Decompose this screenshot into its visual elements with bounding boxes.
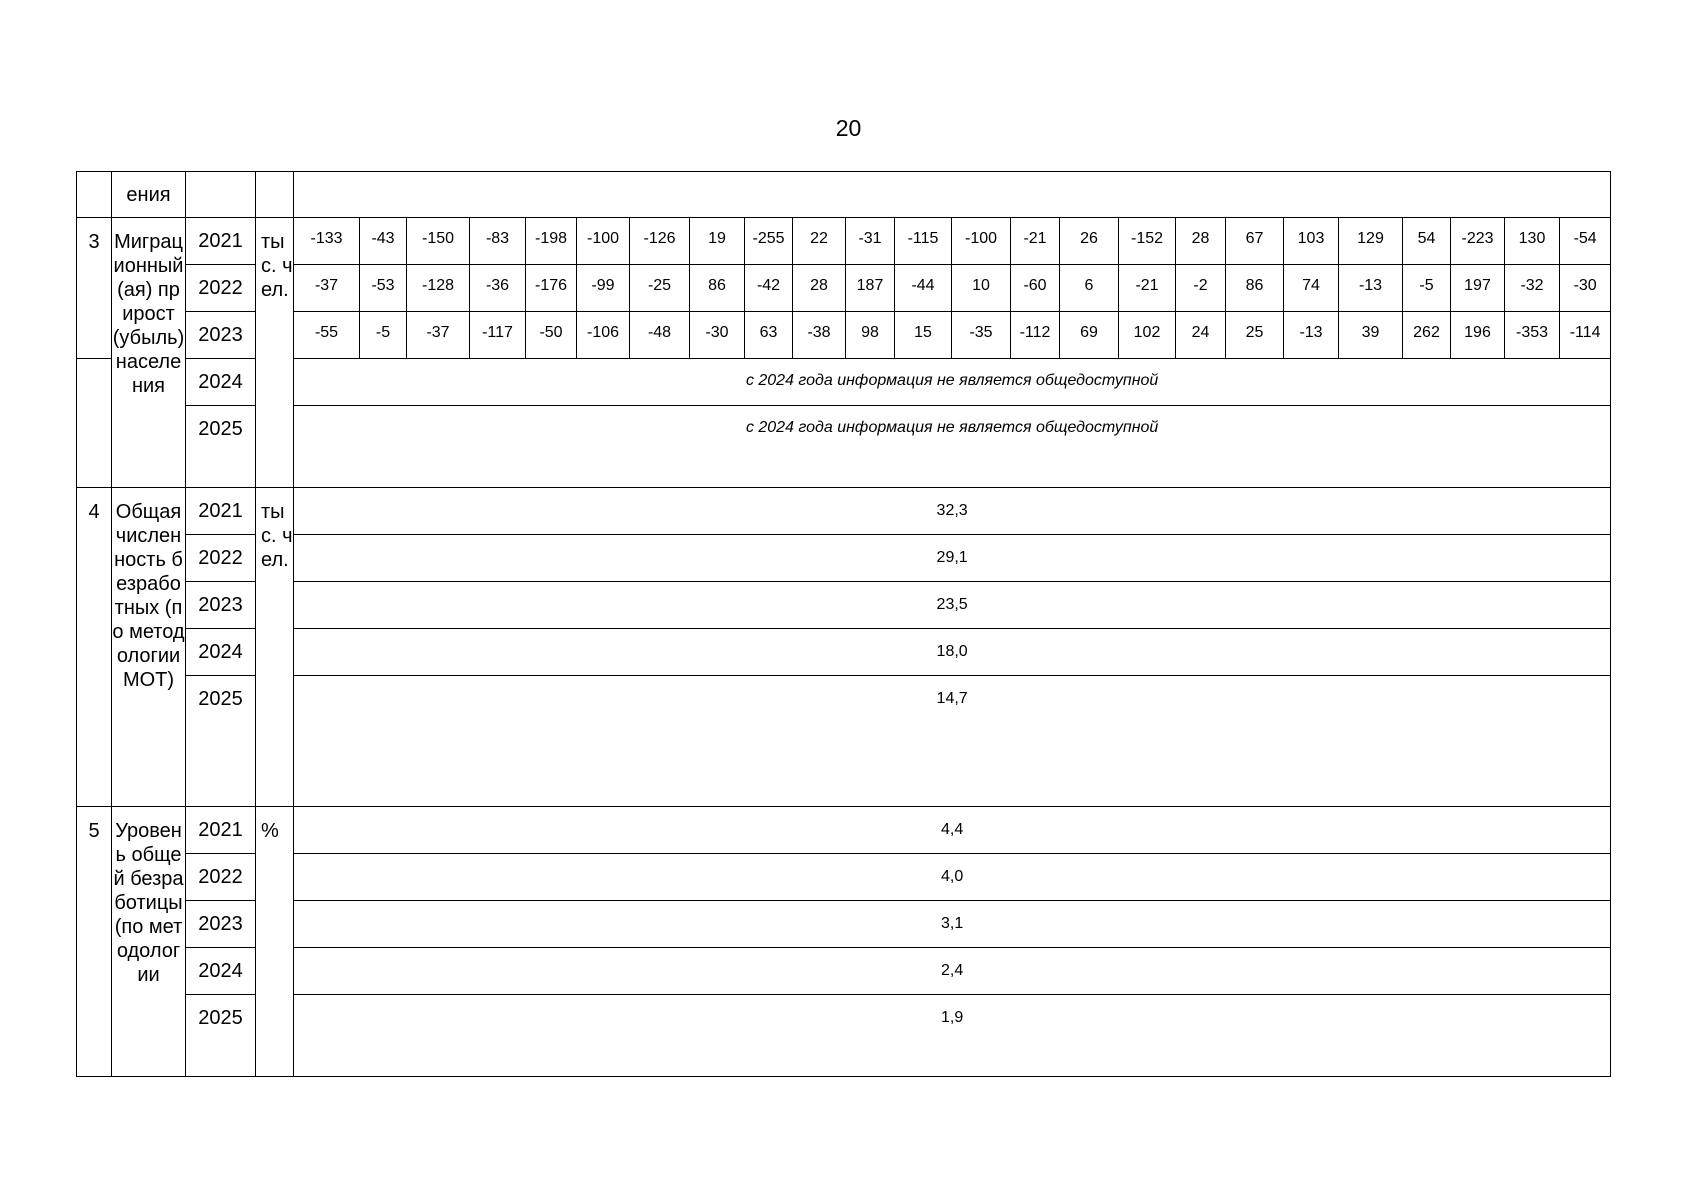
value-cell: -112	[1011, 312, 1060, 359]
value-cell: -25	[630, 265, 690, 312]
row-number: 4	[77, 488, 112, 807]
value-cell: -5	[1403, 265, 1451, 312]
value-cell: -37	[407, 312, 470, 359]
value-cell: 187	[846, 265, 895, 312]
value-cell: -30	[1560, 265, 1611, 312]
year-cell: 2024	[186, 948, 256, 995]
unit-cell: тыс. чел.	[256, 488, 294, 807]
value-cell: -36	[470, 265, 526, 312]
table-row	[77, 807, 1611, 854]
indicator-name: Миграционный(ая) прирост (убыль) населения	[112, 218, 186, 488]
value-cell: -43	[360, 218, 407, 265]
value-cell: -32	[1505, 265, 1560, 312]
value-cell: 29,1	[294, 535, 1611, 582]
table-row	[77, 406, 1611, 488]
year-cell: 2022	[186, 265, 256, 312]
value-cell: 18,0	[294, 629, 1611, 676]
value-cell: 262	[1403, 312, 1451, 359]
table-row	[77, 676, 1611, 807]
value-cell: -60	[1011, 265, 1060, 312]
table-row	[77, 488, 1611, 535]
value-cell: -128	[407, 265, 470, 312]
value-cell: 6	[1060, 265, 1119, 312]
value-cell: 25	[1226, 312, 1284, 359]
continuation-unit-cell	[256, 172, 294, 218]
row-number-empty	[77, 359, 112, 488]
table-row	[77, 535, 1611, 582]
table-row	[77, 312, 1611, 359]
value-cell: -31	[846, 218, 895, 265]
value-cell: 15	[895, 312, 952, 359]
value-cell: 4,0	[294, 854, 1611, 901]
value-cell: -117	[470, 312, 526, 359]
table-row	[77, 948, 1611, 995]
year-cell: 2024	[186, 359, 256, 406]
year-cell: 2023	[186, 582, 256, 629]
value-cell: -106	[577, 312, 630, 359]
indicators-table	[76, 171, 1611, 1077]
continuation-name-cell: ения	[112, 172, 186, 218]
indicator-name: Общая численность безработных (по методологии МОТ)	[112, 488, 186, 807]
value-cell: 39	[1339, 312, 1403, 359]
year-cell: 2022	[186, 854, 256, 901]
continuation-row	[77, 172, 1611, 218]
value-cell: -100	[577, 218, 630, 265]
unit-cell: тыс. чел.	[256, 218, 294, 488]
year-cell: 2023	[186, 312, 256, 359]
value-cell: 67	[1226, 218, 1284, 265]
value-cell: -30	[690, 312, 745, 359]
year-cell: 2021	[186, 807, 256, 854]
value-cell: -21	[1011, 218, 1060, 265]
year-cell: 2023	[186, 901, 256, 948]
value-cell: -176	[526, 265, 577, 312]
value-cell: -13	[1284, 312, 1339, 359]
year-cell: 2025	[186, 995, 256, 1077]
table-row	[77, 265, 1611, 312]
table-row	[77, 218, 1611, 265]
table-row	[77, 995, 1611, 1077]
value-cell: 2,4	[294, 948, 1611, 995]
row-number: 5	[77, 807, 112, 1077]
value-cell: -44	[895, 265, 952, 312]
value-cell: 24	[1176, 312, 1226, 359]
unavailable-note: с 2024 года информация не является общедоступной	[294, 359, 1611, 406]
page-number: 20	[835, 115, 862, 141]
value-cell: -48	[630, 312, 690, 359]
value-cell: -54	[1560, 218, 1611, 265]
value-cell: -114	[1560, 312, 1611, 359]
year-cell: 2024	[186, 629, 256, 676]
value-cell: -37	[294, 265, 360, 312]
year-cell: 2025	[186, 406, 256, 488]
year-cell: 2021	[186, 488, 256, 535]
value-cell: 32,3	[294, 488, 1611, 535]
value-cell: 130	[1505, 218, 1560, 265]
value-cell: 22	[793, 218, 846, 265]
indicator-name: Уровень общей безработицы (по методологии	[112, 807, 186, 1077]
value-cell: -115	[895, 218, 952, 265]
continuation-num-cell	[77, 172, 112, 218]
value-cell: 26	[1060, 218, 1119, 265]
table-row	[77, 582, 1611, 629]
value-cell: 74	[1284, 265, 1339, 312]
value-cell: -38	[793, 312, 846, 359]
table-row	[77, 629, 1611, 676]
value-cell: -50	[526, 312, 577, 359]
value-cell: -353	[1505, 312, 1560, 359]
value-cell: -198	[526, 218, 577, 265]
value-cell: 69	[1060, 312, 1119, 359]
value-cell: -55	[294, 312, 360, 359]
value-cell: 86	[690, 265, 745, 312]
value-cell: 54	[1403, 218, 1451, 265]
value-cell: -83	[470, 218, 526, 265]
year-cell: 2025	[186, 676, 256, 807]
value-cell: 86	[1226, 265, 1284, 312]
value-cell: 19	[690, 218, 745, 265]
value-cell: -152	[1119, 218, 1176, 265]
value-cell: 28	[1176, 218, 1226, 265]
value-cell: -42	[745, 265, 793, 312]
value-cell: -150	[407, 218, 470, 265]
value-cell: 14,7	[294, 676, 1611, 807]
value-cell: -35	[952, 312, 1011, 359]
value-cell: 63	[745, 312, 793, 359]
value-cell: -223	[1451, 218, 1505, 265]
value-cell: -100	[952, 218, 1011, 265]
continuation-year-cell	[186, 172, 256, 218]
table-row	[77, 901, 1611, 948]
value-cell: 3,1	[294, 901, 1611, 948]
value-cell: 4,4	[294, 807, 1611, 854]
value-cell: -255	[745, 218, 793, 265]
continuation-values-cell	[294, 172, 1611, 218]
year-cell: 2022	[186, 535, 256, 582]
table-row	[77, 854, 1611, 901]
value-cell: 98	[846, 312, 895, 359]
value-cell: 129	[1339, 218, 1403, 265]
row-number: 3	[77, 218, 112, 359]
value-cell: 103	[1284, 218, 1339, 265]
value-cell: 23,5	[294, 582, 1611, 629]
value-cell: -126	[630, 218, 690, 265]
value-cell: -13	[1339, 265, 1403, 312]
unavailable-note: с 2024 года информация не является общедоступной	[294, 406, 1611, 488]
value-cell: 28	[793, 265, 846, 312]
value-cell: 10	[952, 265, 1011, 312]
value-cell: 102	[1119, 312, 1176, 359]
value-cell: 196	[1451, 312, 1505, 359]
value-cell: -133	[294, 218, 360, 265]
value-cell: 1,9	[294, 995, 1611, 1077]
value-cell: -2	[1176, 265, 1226, 312]
unit-cell: %	[256, 807, 294, 1077]
year-cell: 2021	[186, 218, 256, 265]
table-row	[77, 359, 1611, 406]
value-cell: 197	[1451, 265, 1505, 312]
value-cell: -5	[360, 312, 407, 359]
value-cell: -21	[1119, 265, 1176, 312]
value-cell: -99	[577, 265, 630, 312]
value-cell: -53	[360, 265, 407, 312]
